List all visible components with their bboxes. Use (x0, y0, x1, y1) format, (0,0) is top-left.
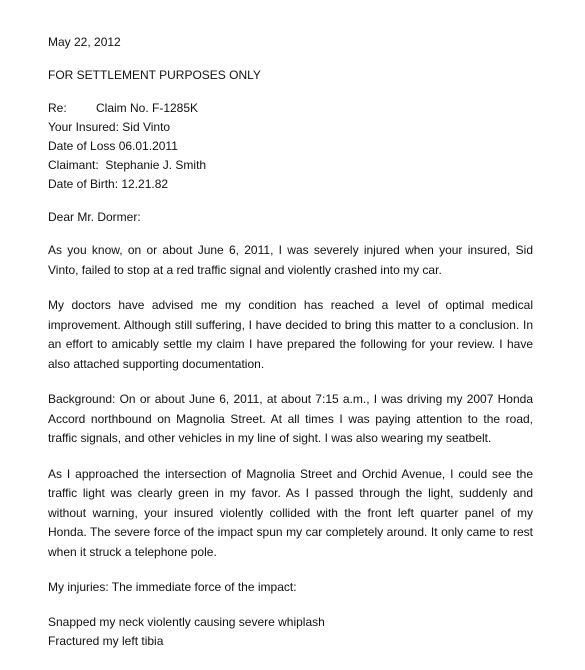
paragraph-background: Background: On or about June 6, 2011, at about 7:15 a.m., I was driving my 2007 Honda Accord northbound on Magnolia Street. At all times I was paying attention to the road, traffic signals, and other vehicles in my line of sight. I was also wearing my seatbelt. (48, 392, 533, 445)
injury-item: Snapped my neck violently causing severe whiplash (48, 615, 325, 629)
settlement-notice: FOR SETTLEMENT PURPOSES ONLY (48, 68, 261, 82)
injuries-intro: My injuries: The immediate force of the impact: (48, 580, 297, 594)
date-of-loss-line: Date of Loss 06.01.2011 (48, 139, 178, 153)
letter-date: May 22, 2012 (48, 35, 121, 49)
insured-line: Your Insured: Sid Vinto (48, 120, 171, 134)
date-of-birth-line: Date of Birth: 12.21.82 (48, 177, 169, 191)
paragraph-condition: My doctors have advised me my condition has reached a level of optimal medical improvement. Although still suffering, I have decided to bring this matter to a conclusion. In an effort to amicably settle my claim I have prepared the following for your review. I have also attached supporting documentation. (48, 298, 533, 371)
paragraph-collision: As I approached the intersection of Magnolia Street and Orchid Avenue, I could see the traffic light was clearly green in my favor. As I passed through the light, suddenly and without warning, your insured violently collided with the front left quarter panel of my Honda. The severe force of the impact spun my car completely around. It only came to rest when it struck a telephone pole. (48, 466, 533, 559)
re-label: Re: (48, 101, 67, 115)
re-line (48, 99, 533, 118)
paragraph-intro: As you know, on or about June 6, 2011, I was severely injured when your insured, Sid Vinto, failed to stop at a red traffic signal and violently crashed into my car. (48, 243, 533, 277)
salutation: Dear Mr. Dormer: (48, 210, 141, 224)
claimant-line: Claimant: Stephanie J. Smith (48, 158, 207, 172)
letter-document (48, 33, 533, 651)
claim-number: Claim No. F-1285K (96, 101, 199, 115)
injury-item: Fractured my left tibia (48, 634, 164, 648)
